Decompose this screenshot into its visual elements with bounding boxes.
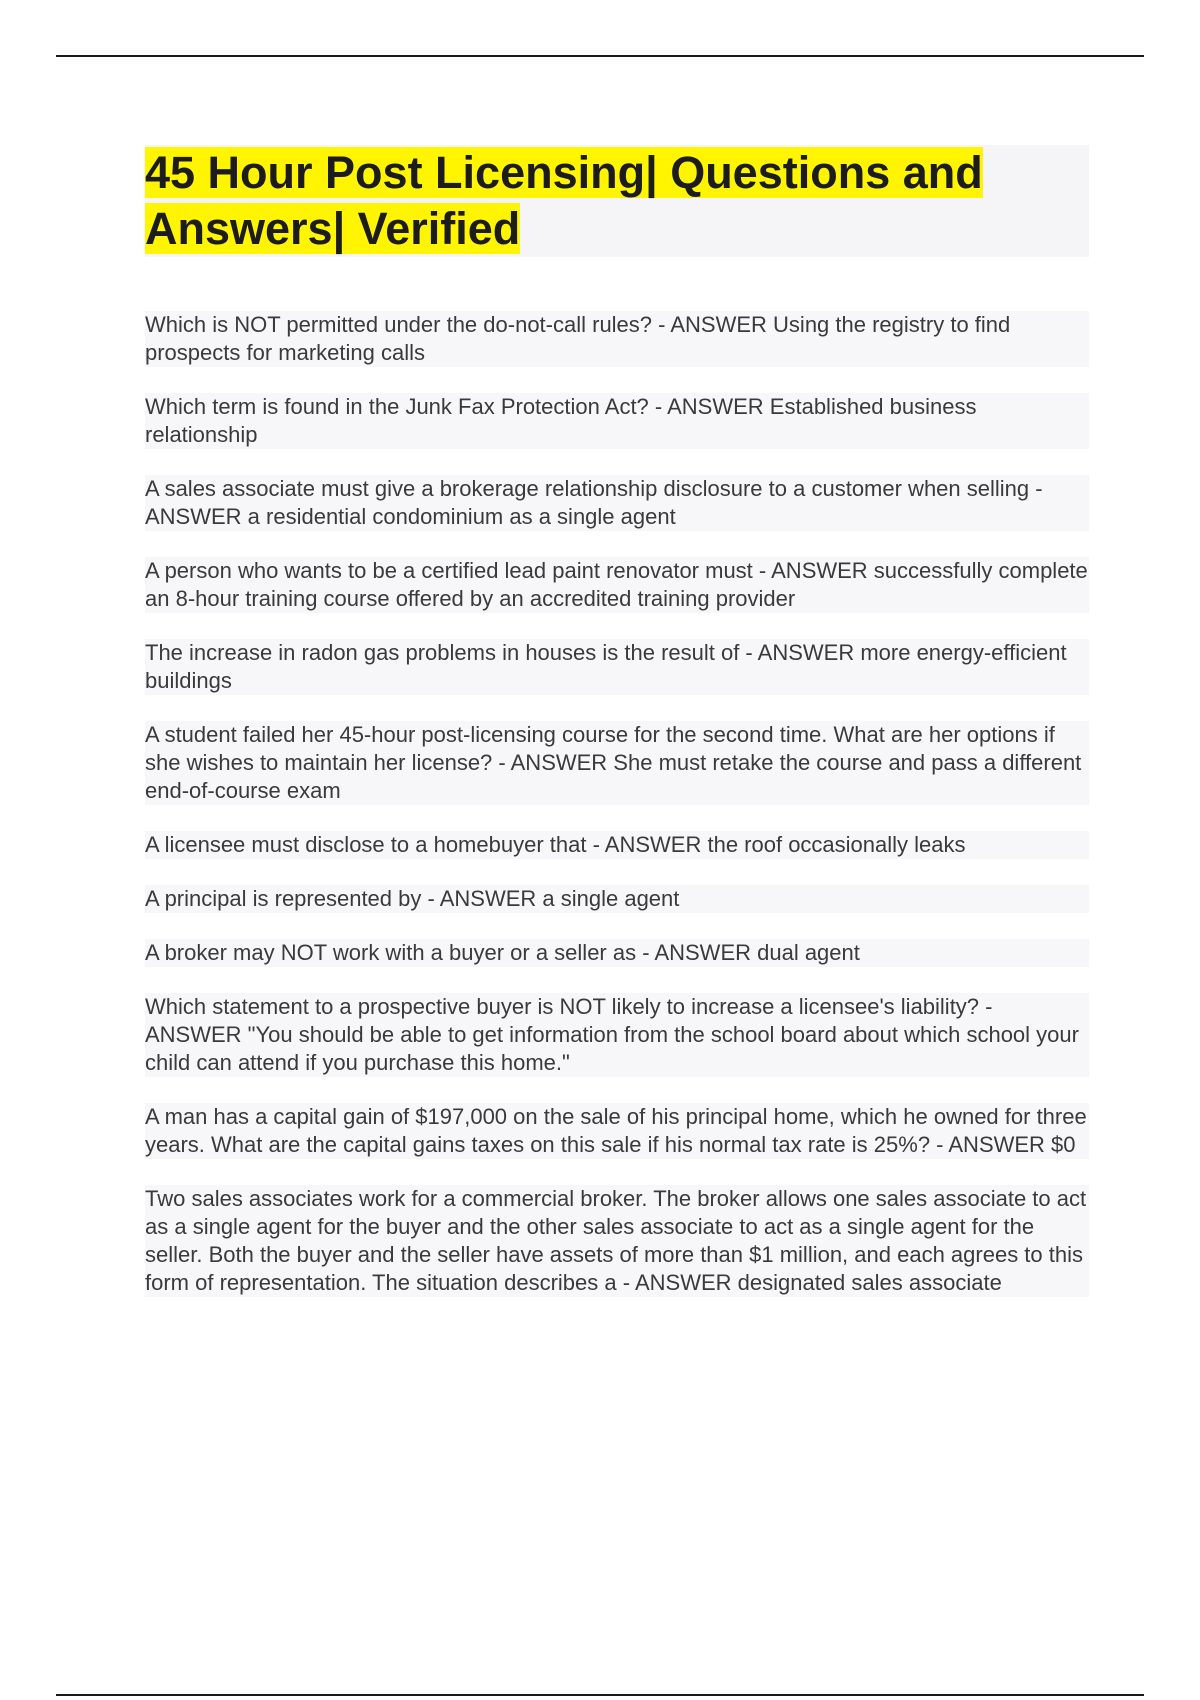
qa-item: A broker may NOT work with a buyer or a seller as - ANSWER dual agent xyxy=(145,939,1089,967)
qa-item: A licensee must disclose to a homebuyer that - ANSWER the roof occasionally leaks xyxy=(145,831,1089,859)
qa-item: A sales associate must give a brokerage relationship disclosure to a customer when selling - ANSWER a residential condominium as a single agent xyxy=(145,475,1089,531)
title-block xyxy=(145,145,1089,257)
top-rule xyxy=(56,55,1144,57)
document-body xyxy=(145,145,1089,1323)
document-title-text: 45 Hour Post Licensing| Questions and Answers| Verified xyxy=(145,147,983,254)
qa-item: A principal is represented by - ANSWER a single agent xyxy=(145,885,1089,913)
qa-item: Which statement to a prospective buyer is NOT likely to increase a licensee's liability? - ANSWER "You should be able to get information from the school board about which school your child can attend if you purchase this home." xyxy=(145,993,1089,1077)
qa-item: Which is NOT permitted under the do-not-call rules? - ANSWER Using the registry to find prospects for marketing calls xyxy=(145,311,1089,367)
document-title xyxy=(145,145,1089,257)
bottom-rule xyxy=(56,1694,1144,1696)
qa-item: A person who wants to be a certified lead paint renovator must - ANSWER successfully complete an 8-hour training course offered by an accredited training provider xyxy=(145,558,1088,611)
qa-item: A man has a capital gain of $197,000 on the sale of his principal home, which he owned for three years. What are the capital gains taxes on this sale if his normal tax rate is 25%? - ANSWER $0 xyxy=(145,1103,1089,1159)
qa-item: Which term is found in the Junk Fax Protection Act? - ANSWER Established business relationship xyxy=(145,393,1089,449)
qa-item: A student failed her 45-hour post-licensing course for the second time. What are her options if she wishes to maintain her license? - ANSWER She must retake the course and pass a different end-of-course exam xyxy=(145,721,1089,805)
qa-item: The increase in radon gas problems in houses is the result of - ANSWER more energy-efficient buildings xyxy=(145,639,1089,695)
qa-item: Two sales associates work for a commercial broker. The broker allows one sales associate to act as a single agent for the buyer and the other sales associate to act as a single agent for the seller. Both the buyer and the seller have assets of more than $1 million, and each agrees to this form of representation. The situation describes a - ANSWER designated sales associate xyxy=(145,1185,1089,1297)
